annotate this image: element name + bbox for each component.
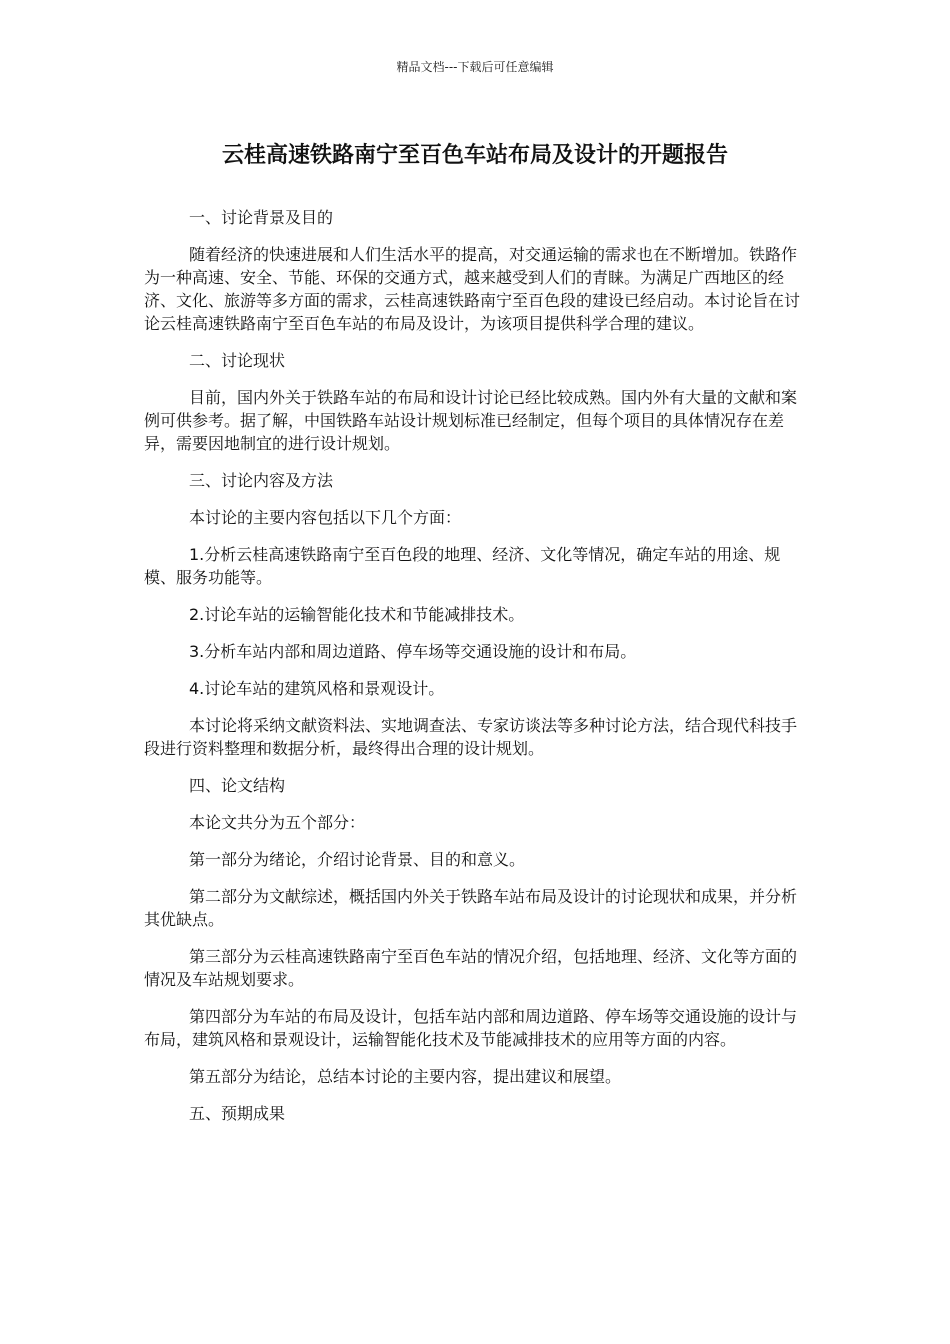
- paragraph-status: 目前，国内外关于铁路车站的布局和设计讨论已经比较成熟。国内外有大量的文献和案例可供参考。据了解，中国铁路车站设计规划标准已经制定，但每个项目的具体情况存在差异，需要因地制宜的进行设计规划。: [144, 388, 798, 453]
- section-heading-content-methods: 三、讨论内容及方法: [189, 471, 334, 490]
- list-item-2: 2.讨论车站的运输智能化技术和节能减排技术。: [189, 605, 525, 624]
- list-item-1: 1.分析云桂高速铁路南宁至百色段的地理、经济、文化等情况，确定车站的用途、规模、服务功能等。: [144, 545, 781, 587]
- section-heading-status: 二、讨论现状: [189, 351, 286, 370]
- paragraph-part-1: 第一部分为绪论，介绍讨论背景、目的和意义。: [189, 850, 526, 869]
- list-item-4: 4.讨论车站的建筑风格和景观设计。: [189, 679, 445, 698]
- paragraph-structure-intro: 本论文共分为五个部分：: [189, 813, 366, 832]
- section-heading-expected-results: 五、预期成果: [189, 1104, 286, 1123]
- paragraph-methods: 本讨论将采纳文献资料法、实地调查法、专家访谈法等多种讨论方法，结合现代科技手段进行资料整理和数据分析，最终得出合理的设计规划。: [144, 716, 798, 758]
- paragraph-part-3: 第三部分为云桂高速铁路南宁至百色车站的情况介绍，包括地理、经济、文化等方面的情况及车站规划要求。: [144, 947, 798, 989]
- paragraph-background: 随着经济的快速进展和人们生活水平的提高，对交通运输的需求也在不断增加。铁路作为一种高速、安全、节能、环保的交通方式，越来越受到人们的青睐。为满足广西地区的经济、文化、旅游等多方面的需求，云桂高速铁路南宁至百色段的建设已经启动。本讨论旨在讨论云桂高速铁路南宁至百色车站的布局及设计，为该项目提供科学合理的建议。: [144, 245, 801, 333]
- page-header: 精品文档---下载后可任意编辑: [396, 60, 554, 74]
- section-heading-background: 一、讨论背景及目的: [189, 208, 334, 227]
- section-heading-structure: 四、论文结构: [189, 776, 286, 795]
- document-title: 云桂高速铁路南宁至百色车站布局及设计的开题报告: [221, 143, 728, 168]
- document-body: [144, 206, 810, 1139]
- paragraph-part-2: 第二部分为文献综述，概括国内外关于铁路车站布局及设计的讨论现状和成果，并分析其优缺点。: [144, 887, 798, 929]
- paragraph-content-intro: 本讨论的主要内容包括以下几个方面：: [189, 508, 462, 527]
- paragraph-part-5: 第五部分为结论，总结本讨论的主要内容，提出建议和展望。: [189, 1067, 622, 1086]
- list-item-3: 3.分析车站内部和周边道路、停车场等交通设施的设计和布局。: [189, 642, 637, 661]
- paragraph-part-4: 第四部分为车站的布局及设计，包括车站内部和周边道路、停车场等交通设施的设计与布局，建筑风格和景观设计，运输智能化技术及节能减排技术的应用等方面的内容。: [144, 1007, 798, 1049]
